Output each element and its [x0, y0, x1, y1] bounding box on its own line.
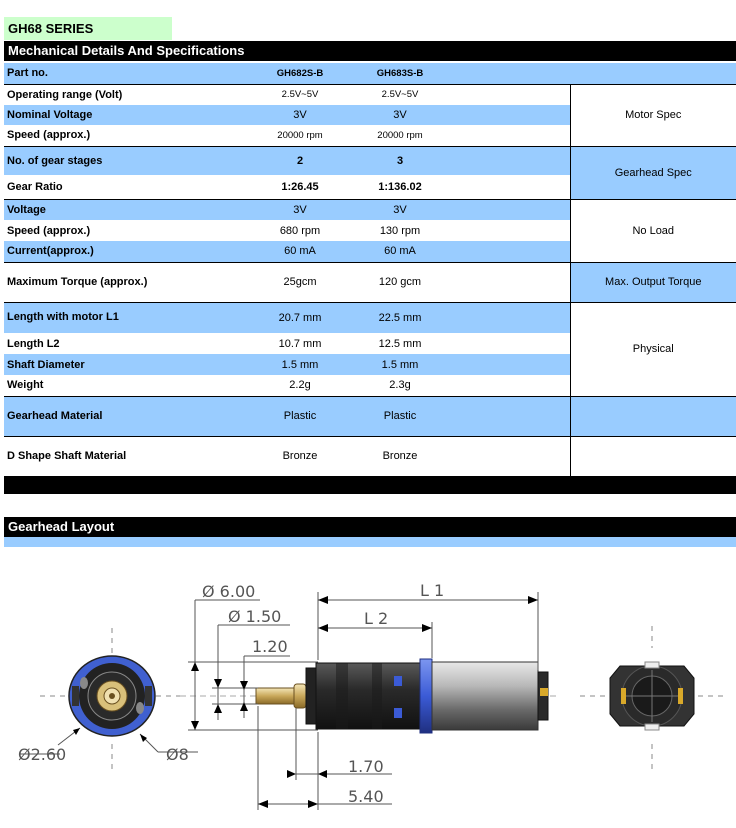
row-value: 2.5V~5V	[281, 89, 319, 101]
side-view	[180, 659, 560, 733]
row-value: Plastic	[350, 396, 450, 436]
row-value: 120 gcm	[350, 262, 450, 302]
row-value: 1:26.45	[250, 175, 350, 199]
row-label: Gearhead Material	[4, 396, 250, 436]
table-footer-bar	[4, 476, 736, 494]
row-value: Bronze	[382, 450, 418, 463]
table-row	[4, 199, 736, 220]
row-value: 1.5 mm	[350, 354, 450, 375]
table-row	[4, 396, 736, 436]
note-empty	[570, 396, 736, 436]
row-value: 20.7 mm	[250, 302, 350, 333]
table-row	[4, 146, 736, 175]
header-part-1: GH682S-B	[250, 63, 350, 84]
header-part-2: GH683S-B	[350, 63, 450, 84]
row-label: No. of gear stages	[4, 146, 250, 175]
note-motor-spec: Motor Spec	[570, 84, 736, 146]
row-value: Bronze	[282, 450, 318, 463]
row-value: 12.5 mm	[378, 337, 422, 350]
note-no-load: No Load	[570, 199, 736, 262]
row-value: 22.5 mm	[350, 302, 450, 333]
row-label: D Shape Shaft Material	[7, 449, 127, 462]
row-value: 3V	[350, 199, 450, 220]
dim-l2-label: L 2	[364, 609, 389, 628]
arrow-d260	[73, 728, 80, 735]
header-label: Part no.	[4, 63, 250, 84]
row-value: 2	[250, 146, 350, 175]
note-gearhead-spec: Gearhead Spec	[570, 146, 736, 199]
table-row	[4, 302, 736, 333]
row-value: 60 mA	[350, 241, 450, 262]
row-value: 1.5 mm	[250, 354, 350, 375]
row-value: 3	[350, 146, 450, 175]
row-value: 20000 rpm	[350, 125, 450, 146]
row-value: 20000 rpm	[250, 125, 350, 146]
note-max-output-torque: Max. Output Torque	[570, 262, 736, 302]
note-empty	[570, 436, 736, 476]
row-label: Speed (approx.)	[4, 125, 250, 146]
layout-header-underline	[4, 537, 736, 547]
row-value: 2.3g	[350, 375, 450, 396]
row-label: Voltage	[4, 199, 250, 220]
note-physical: Physical	[570, 302, 736, 396]
row-value: 60 mA	[250, 241, 350, 262]
mechanical-details-header: Mechanical Details And Specifications	[4, 41, 736, 61]
dim-d8-label: Ø8	[166, 745, 189, 764]
dim-120-label: 1.20	[252, 637, 288, 656]
dim-d150-label: Ø 1.50	[228, 607, 282, 626]
row-value: 3V	[350, 105, 450, 125]
row-value: 10.7 mm	[278, 337, 322, 350]
row-label: Length L2	[7, 337, 60, 350]
table-row	[4, 262, 736, 302]
gearhead-layout-header: Gearhead Layout	[4, 517, 736, 537]
row-label: Current(approx.)	[4, 241, 250, 262]
row-label: Gear Ratio	[4, 175, 250, 199]
rear-end-view	[580, 626, 726, 770]
row-label: Length with motor L1	[4, 302, 250, 333]
row-value: 2.5V~5V	[381, 89, 419, 101]
gearhead-layout-drawing	[0, 548, 736, 828]
row-value: 130 rpm	[379, 224, 421, 237]
dim-170-label: 1.70	[348, 757, 384, 776]
table-header-row	[4, 63, 736, 84]
table-row	[4, 84, 736, 105]
spec-table	[4, 63, 736, 476]
row-value: 3V	[250, 105, 350, 125]
dim-540-label: 5.40	[348, 787, 384, 806]
row-value: 680 rpm	[279, 224, 321, 237]
row-value: 3V	[250, 199, 350, 220]
row-label: Operating range (Volt)	[7, 88, 123, 101]
row-label: Speed (approx.)	[7, 224, 91, 237]
dim-d260-label: Ø2.60	[18, 745, 67, 764]
dim-d600-label: Ø 6.00	[202, 582, 256, 601]
row-label: Shaft Diameter	[4, 354, 250, 375]
row-label: Nominal Voltage	[4, 105, 250, 125]
series-title: GH68 SERIES	[4, 17, 172, 40]
table-row	[4, 436, 736, 476]
row-label: Weight	[4, 375, 250, 396]
row-value: 1:136.02	[350, 175, 450, 199]
row-value: 2.2g	[250, 375, 350, 396]
row-label: Maximum Torque (approx.)	[4, 262, 250, 302]
dim-l1-label: L 1	[420, 581, 445, 600]
row-value: 25gcm	[250, 262, 350, 302]
row-value: Plastic	[250, 396, 350, 436]
